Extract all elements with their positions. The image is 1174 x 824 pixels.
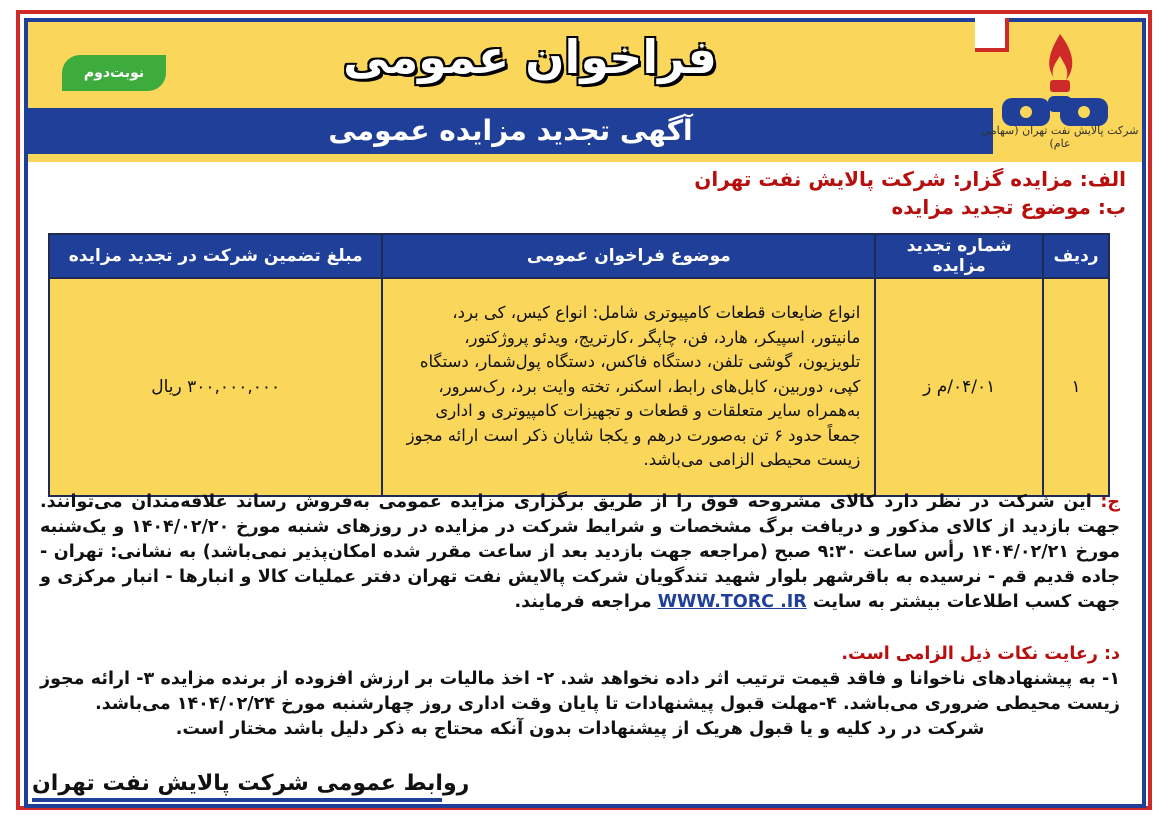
paragraph-c-label: ج: [1100, 492, 1120, 512]
header-row-number: ردیف [1043, 234, 1109, 278]
closing-statement: شرکت در رد کلیه و یا قبول هریک از پیشنهادات بدون آنکه محتاج به ذکر دلیل باشد مختار است. [175, 719, 985, 739]
auction-description: انواع ضایعات قطعات کامپیوتری شامل: انواع کیس، کی برد، مانیتور، اسپیکر، هارد، فن، چاپگر ،کارتریج، ویدئو پروژکتور، تلویزیون، گوشی تلفن، دستگاه فاکس، دستگاه پول‌شمار، دستگاه کپی، دوربین، کابل‌های رابط، اسکنر، تخته وایت برد، رک‌سرور، به‌همراه سایر متعلقات و قطعات و تجهیزات کامپیوتری و اداری جمعاً حدود ۶ تن به‌صورت درهم و یکجا شایان ذکر است ارائه مجوز زیست محیطی الزامی می‌باشد. [382, 278, 875, 496]
guarantee-amount: ۳۰۰,۰۰۰,۰۰۰ ریال [49, 278, 382, 496]
logo-caption: شرکت پالایش نفت تهران (سهامی عام) [981, 124, 1139, 150]
row-number: ۱ [1043, 278, 1109, 496]
paragraph-c-text: این شرکت در نظر دارد کالای مشروحه فوق را از طریق برگزاری مزایده عمومی به‌فروش رساند علاقه‌مندان می‌توانند. جهت بازدید از کالای مذکور و دریافت برگ مشخصات و شرایط شرکت در مزایده در روزهای شنبه مورخ ۱۴۰۴/۰۲/۲۰ و یک‌شنبه مورخ ۱۴۰۴/۰۲/۲۱ رأس ساعت ۹:۳۰ صبح (مراجعه جهت بازدید بعد از ساعت مقرر شده امکان‌پذیر نمی‌باشد) به نشانی: تهران - جاده قدیم قم - نرسیده به باقرشهر بلوار شهید تندگویان شرکت پالایش نفت تهران دفتر عملیات کالا و انبارها - انبار مرکزی و جهت کسب اطلاعات بیشتر به سایت [40, 492, 1120, 612]
header-guarantee: مبلغ تضمین شرکت در تجدید مزایده [49, 234, 382, 278]
footer-underline [32, 798, 442, 802]
paragraph-d-label: د: رعایت نکات ذیل الزامی است. [841, 644, 1120, 664]
header-auction-number: شماره تجدید مزایده [875, 234, 1043, 278]
paragraph-c-tail: مراجعه فرمایند. [514, 592, 652, 612]
subject-line: ب: موضوع تجدید مزایده [891, 195, 1126, 219]
organizer-line: الف: مزایده گزار: شرکت پالایش نفت تهران [694, 167, 1126, 191]
paragraph-d [40, 642, 1120, 742]
subtitle-bar: آگهی تجدید مزایده عمومی [28, 108, 993, 154]
page-title: فراخوان عمومی [343, 30, 717, 84]
website-link[interactable]: WWW.TORC .IR [657, 592, 807, 612]
auction-table [48, 233, 1110, 497]
auction-number: ۰۴/۰۱/م ز [875, 278, 1043, 496]
table-header-row [49, 234, 1109, 278]
header-subject: موضوع فراخوان عمومی [382, 234, 875, 278]
paragraph-c [40, 490, 1120, 615]
round-badge: نوبت‌دوم [62, 55, 166, 91]
table-row [49, 278, 1109, 496]
paragraph-d-text: ۱- به پیشنهادهای ناخوانا و فاقد قیمت ترتیب اثر داده نخواهد شد. ۲- اخذ مالیات بر ارزش افزوده از برنده مزایده ۳- ارائه مجوز زیست محیطی ضروری می‌باشد. ۴-مهلت قبول پیشنهادات تا پایان وقت اداری روز چهارشنبه مورخ ۱۴۰۴/۰۲/۲۴ می‌باشد. [40, 669, 1120, 714]
footer-signature: روابط عمومی شرکت پالایش نفت تهران [32, 771, 470, 796]
